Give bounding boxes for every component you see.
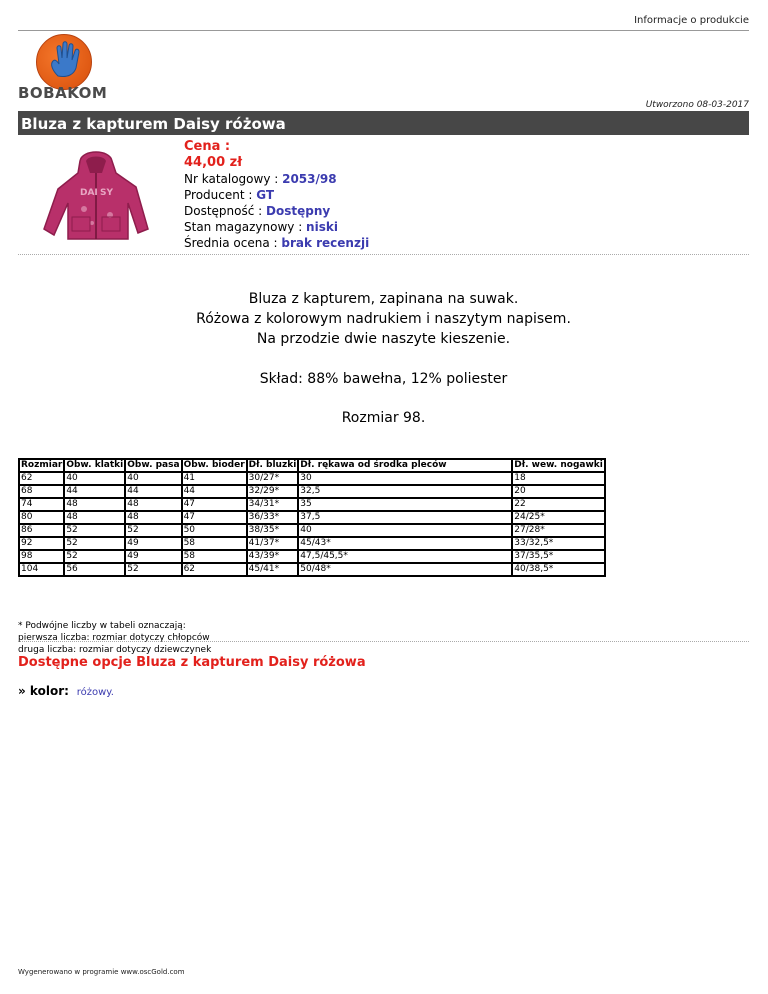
detail-producer: Producent : GT [184, 188, 275, 202]
table-cell: 36/33* [247, 511, 299, 524]
table-cell: 40/38,5* [512, 563, 605, 576]
table-cell: 48 [64, 498, 125, 511]
table-row [19, 537, 605, 550]
table-row [19, 524, 605, 537]
table-cell: 50/48* [298, 563, 512, 576]
table-cell: 52 [125, 563, 181, 576]
table-cell: 32/29* [247, 485, 299, 498]
table-cell: 35 [298, 498, 512, 511]
table-cell: 58 [182, 550, 247, 563]
price-label: Cena : [184, 139, 231, 154]
description-line: Różowa z kolorowym nadrukiem i naszytym napisem. [196, 311, 571, 327]
table-cell: 47 [182, 498, 247, 511]
logo [18, 34, 118, 104]
column-header: Dł. wew. nogawki [514, 460, 603, 470]
product-info [184, 139, 369, 251]
table-cell: 74 [19, 498, 64, 511]
table-cell: 30 [298, 472, 512, 485]
footer: Wygenerowano w programie www.oscGold.com [18, 968, 185, 976]
table-cell: 47 [182, 511, 247, 524]
page-header: Informacje o produkcie [18, 12, 749, 31]
table-cell: 49 [125, 550, 181, 563]
table-cell: 50 [182, 524, 247, 537]
table-cell: 52 [64, 550, 125, 563]
column-header: Dł. bluzki [248, 460, 297, 470]
catalog-value[interactable]: 2053/98 [282, 172, 337, 186]
detail-availability: Dostępność : Dostępny [184, 204, 331, 218]
description [18, 289, 749, 349]
table-cell: 48 [64, 511, 125, 524]
hand-icon [44, 40, 84, 80]
table-cell: 49 [125, 537, 181, 550]
table-cell: 68 [19, 485, 64, 498]
description-line: Bluza z kapturem, zapinana na suwak. [248, 291, 519, 307]
table-cell: 41/37* [247, 537, 299, 550]
option-color [18, 684, 114, 698]
table-cell: 20 [512, 485, 605, 498]
table-cell: 30/27* [247, 472, 299, 485]
column-header: Dł. rękawa od środka pleców [298, 459, 512, 472]
table-cell: 37,5 [298, 511, 512, 524]
table-cell: 52 [125, 524, 181, 537]
detail-rating: Średnia ocena : brak recenzji [184, 236, 370, 250]
table-cell: 24/25* [512, 511, 605, 524]
column-header: Rozmiar [21, 460, 63, 470]
table-cell: 92 [19, 537, 64, 550]
detail-catalog: Nr katalogowy : 2053/98 [184, 172, 337, 186]
table-note [18, 620, 211, 656]
table-cell: 80 [19, 511, 64, 524]
option-value[interactable]: różowy. [76, 687, 114, 698]
table-cell: 40 [64, 472, 125, 485]
table-header-row [19, 459, 605, 472]
table-cell: 38/35* [247, 524, 299, 537]
column-header: Obw. pasa [127, 460, 180, 470]
table-cell: 48 [125, 498, 181, 511]
size-info: Rozmiar 98. [341, 410, 426, 426]
table-cell: 37/35,5* [512, 550, 605, 563]
rating-value[interactable]: brak recenzji [281, 236, 370, 250]
detail-stock: Stan magazynowy : niski [184, 220, 338, 234]
logo-text: BOBAKOM [18, 84, 108, 102]
table-cell: 62 [19, 472, 64, 485]
table-cell: 40 [125, 472, 181, 485]
note-line: * Podwójne liczby w tabeli oznaczają: [18, 621, 186, 631]
table-cell: 58 [182, 537, 247, 550]
description-line: Na przodzie dwie naszyte kieszenie. [256, 331, 511, 347]
svg-text:DAI: DAI [80, 188, 98, 198]
note-line: pierwsza liczba: rozmiar dotyczy chłopców [18, 633, 210, 643]
divider [18, 254, 749, 255]
table-cell: 52 [64, 524, 125, 537]
table-cell: 47,5/45,5* [298, 550, 512, 563]
table-cell: 34/31* [247, 498, 299, 511]
table-cell: 22 [512, 498, 605, 511]
column-header: Obw. bioder [183, 460, 245, 470]
table-cell: 45/43* [298, 537, 512, 550]
table-cell: 32,5 [298, 485, 512, 498]
composition: Skład: 88% bawełna, 12% poliester [259, 371, 508, 387]
table-row [19, 485, 605, 498]
producer-value[interactable]: GT [256, 188, 275, 202]
table-row [19, 472, 605, 485]
note-line: druga liczba: rozmiar dotyczy dziewczynek [18, 645, 212, 655]
table-cell: 27/28* [512, 524, 605, 537]
table-row [19, 498, 605, 511]
options-title: Dostępne opcje Bluza z kapturem Daisy różowa [18, 655, 366, 670]
table-cell: 44 [125, 485, 181, 498]
table-cell: 56 [64, 563, 125, 576]
option-label: » kolor: [18, 684, 69, 698]
product-title: Bluza z kapturem Daisy różowa [18, 111, 749, 135]
table-cell: 44 [64, 485, 125, 498]
table-cell: 18 [512, 472, 605, 485]
availability-value[interactable]: Dostępny [266, 204, 331, 218]
table-row [19, 511, 605, 524]
column-header: Obw. klatki [66, 460, 124, 470]
table-cell: 43/39* [247, 550, 299, 563]
created-date: Utworzono 08-03-2017 [645, 100, 749, 110]
table-cell: 86 [19, 524, 64, 537]
table-cell: 62 [182, 563, 247, 576]
stock-value[interactable]: niski [306, 220, 338, 234]
table-cell: 48 [125, 511, 181, 524]
table-cell: 33/32,5* [512, 537, 605, 550]
table-row [19, 550, 605, 563]
table-cell: 45/41* [247, 563, 299, 576]
table-cell: 98 [19, 550, 64, 563]
svg-text:SY: SY [100, 188, 113, 198]
table-row [19, 563, 605, 576]
table-cell: 40 [298, 524, 512, 537]
table-cell: 41 [182, 472, 247, 485]
table-cell: 104 [19, 563, 64, 576]
table-cell: 52 [64, 537, 125, 550]
price: 44,00 zł [184, 155, 243, 170]
table-cell: 44 [182, 485, 247, 498]
divider [18, 641, 749, 642]
product-image [40, 143, 152, 245]
size-table [18, 458, 606, 577]
